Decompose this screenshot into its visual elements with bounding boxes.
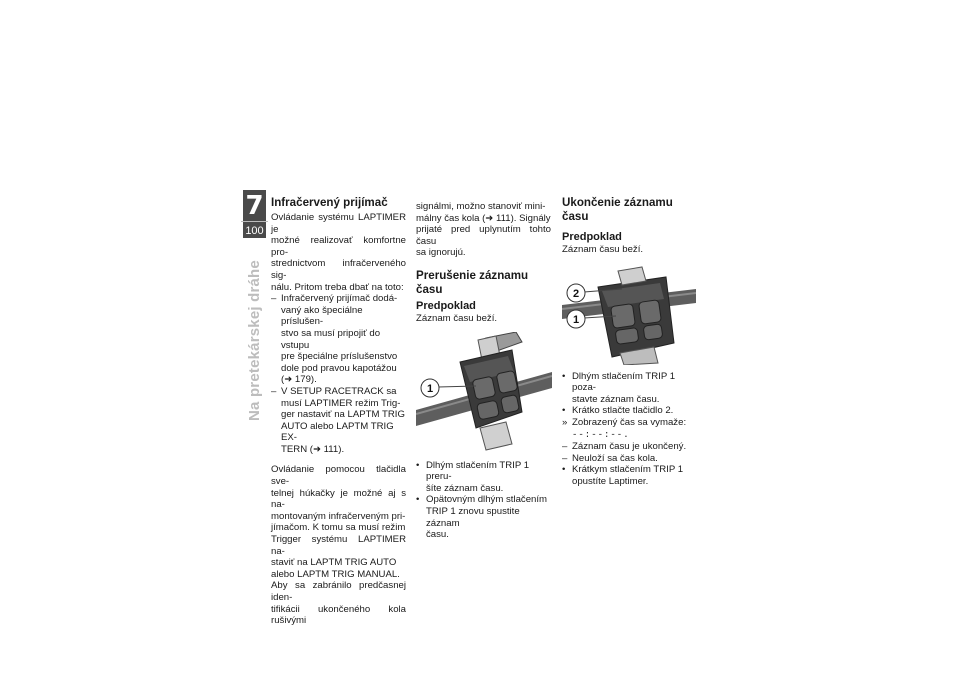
- list-item: – V SETUP RACETRACK sa musí LAPTIMER režim Trig- ger nastaviť na LAPTM TRIG AUTO alebo LAPTM TRIG EX- TERN (➜ 111).: [271, 385, 405, 455]
- list-item: • Krátkym stlačením TRIP 1 opustíte Laptimer.: [562, 464, 684, 487]
- paragraph-flasher: Ovládanie pomocou tlačidla sve- telnej húkačky je možné aj s na- montovaným infračerveným pri- jímačom. K tomu sa musí režim Trigger systému LAPTIMER na- staviť na LAPTM TRIG AUTO alebo LAPTM TRIG MANUAL. Aby sa zabránilo predčasnej iden- tifikácii ukončeného kola rušivými: [271, 464, 406, 627]
- subheading-prerequisite: Predpoklad: [416, 299, 476, 312]
- list-item: • Dlhým stlačením TRIP 1 preru- šíte záznam času.: [416, 459, 530, 494]
- callout-1: 1: [426, 382, 434, 395]
- handlebar-switch-illustration: [562, 265, 696, 365]
- callout-2: 2: [572, 287, 580, 300]
- section-title-vertical: Na pretekárskej dráhe: [246, 260, 263, 421]
- list-item: – Infračervený prijímač dodá- vaný ako špeciálne príslušen- stvo sa musí pripojiť do vstupu pre špeciálne príslušenstvo dole pod pravou kapotážou (➜ 179).: [271, 293, 398, 386]
- list-item: • Krátko stlačte tlačidlo 2.: [562, 405, 674, 417]
- prerequisite-text: Záznam času beží.: [562, 244, 644, 255]
- list-item: – Neuloží sa čas kola.: [562, 452, 658, 464]
- prerequisite-text: Záznam času beží.: [416, 312, 498, 324]
- list-item: • Opätovným dlhým stlačením TRIP 1 znovu spustite záznam času.: [416, 494, 548, 541]
- callout-1: 1: [572, 313, 580, 326]
- paragraph-intro: Ovládanie systému LAPTIMER je možné realizovať komfortne pro- strednictvom infračerveného sig- nálu. Pritom treba dbať na toto:: [271, 212, 406, 293]
- handlebar-switch-illustration: [416, 332, 552, 452]
- column-2: [416, 201, 551, 541]
- side-divider: [241, 221, 268, 222]
- column-3: [562, 196, 699, 488]
- chapter-number: 7: [245, 191, 264, 221]
- list-infrared: [271, 293, 406, 455]
- list-end: [562, 371, 699, 488]
- heading-interrupt: Prerušenie záznamu času: [416, 268, 529, 296]
- heading-end: Ukončenie záznamu času: [562, 196, 673, 223]
- list-item: – Záznam času je ukončený.: [562, 441, 687, 453]
- paragraph-continued: signálmi, možno stanoviť mini- málny čas kola (➜ 111). Signály prijaté pred uplynutím tohto času sa ignorujú.: [416, 201, 551, 259]
- page-number: 100: [245, 225, 264, 237]
- list-item: • Dlhým stlačením TRIP 1 poza- stavte záznam času.: [562, 370, 676, 405]
- list-item: » Zobrazený čas sa vymaže: --:--:--.: [562, 416, 687, 440]
- subheading-prerequisite: Predpoklad: [562, 231, 622, 243]
- heading-infrared: Infračervený prijímač: [271, 196, 388, 209]
- column-1: [271, 196, 406, 627]
- list-interrupt: [416, 460, 551, 541]
